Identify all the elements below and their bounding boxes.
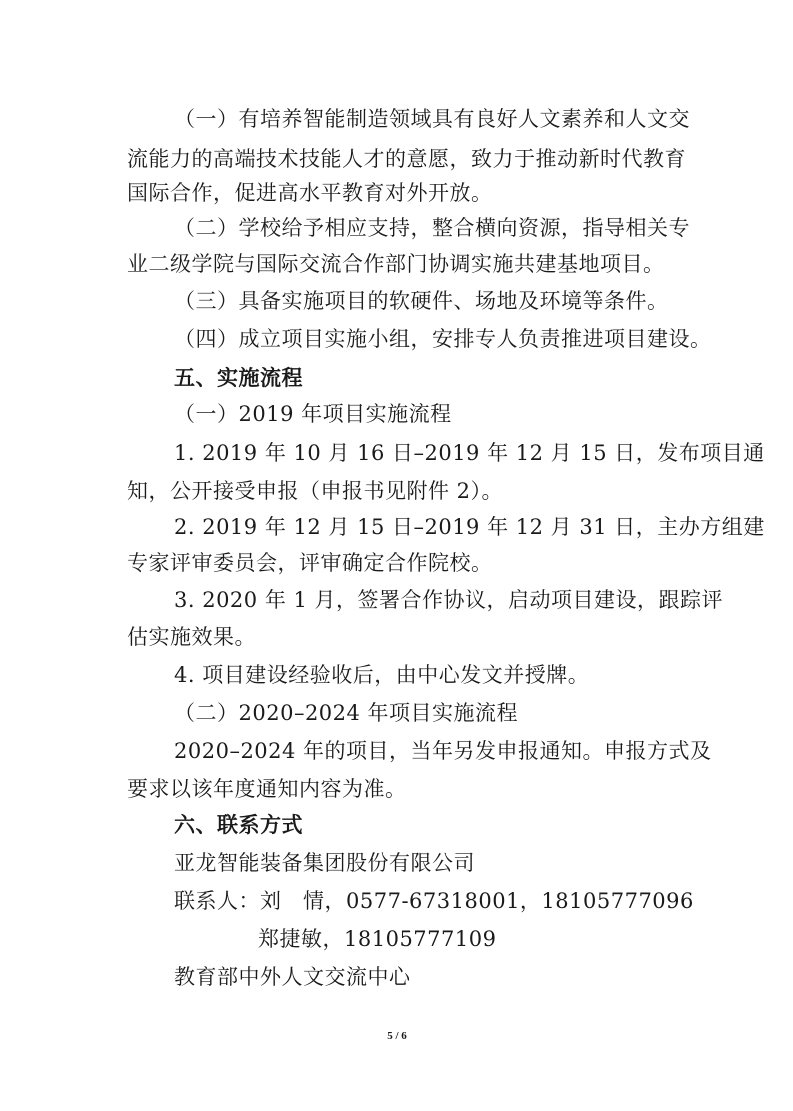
paragraph-line: （三）具备实施项目的软硬件、场地及环境等条件。	[174, 289, 669, 313]
paragraph-line: 4. 项目建设经验收后，由中心发文并授牌。	[174, 663, 590, 687]
paragraph-line: 3. 2020 年 1 月，签署合作协议，启动项目建设，跟踪评	[174, 588, 724, 612]
paragraph-line: 2020–2024 年的项目，当年另发申报通知。申报方式及	[174, 739, 712, 763]
section-heading: 五、实施流程	[174, 366, 303, 390]
paragraph-line: （四）成立项目实施小组，安排专人负责推进项目建设。	[174, 327, 712, 351]
contact-org: 教育部中外人文交流中心	[174, 965, 411, 989]
paragraph-line: （一）有培养智能制造领域具有良好人文素养和人文交	[174, 107, 690, 131]
paragraph-line: 国际合作，促进高水平教育对外开放。	[127, 181, 493, 205]
paragraph-line: 知，公开接受申报（申报书见附件 2）。	[127, 479, 504, 503]
paragraph-line: 1. 2019 年 10 月 16 日–2019 年 12 月 15 日，发布项目通	[174, 441, 765, 465]
paragraph-line: 业二级学院与国际交流合作部门协调实施共建基地项目。	[127, 252, 665, 276]
page-number: 5 / 6	[387, 1030, 407, 1042]
paragraph-line: （二）2020–2024 年项目实施流程	[174, 701, 519, 725]
contact-org: 亚龙智能装备集团股份有限公司	[174, 851, 475, 875]
section-heading: 六、联系方式	[174, 813, 303, 837]
contact-line: 联系人：刘 情，0577-67318001，18105777096	[174, 889, 694, 913]
contact-line: 郑捷敏，18105777109	[258, 927, 497, 951]
paragraph-line: 2. 2019 年 12 月 15 日–2019 年 12 月 31 日，主办方组建	[174, 515, 765, 539]
paragraph-line: 要求以该年度通知内容为准。	[127, 777, 407, 801]
paragraph-line: （二）学校给予相应支持，整合横向资源，指导相关专	[174, 216, 690, 240]
paragraph-line: （一）2019 年项目实施流程	[174, 402, 452, 426]
paragraph-line: 流能力的高端技术技能人才的意愿，致力于推动新时代教育	[127, 147, 686, 171]
paragraph-line: 估实施效果。	[127, 625, 256, 649]
paragraph-line: 专家评审委员会，评审确定合作院校。	[127, 551, 493, 575]
